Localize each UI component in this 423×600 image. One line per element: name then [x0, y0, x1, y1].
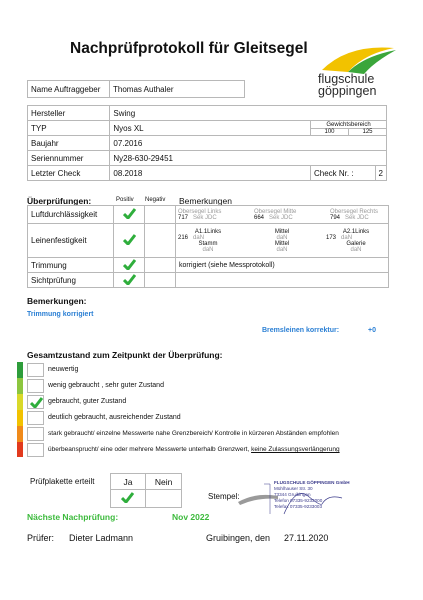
zustand-checkbox-4[interactable] — [27, 427, 44, 441]
leinen-a1l-value: 216 — [178, 234, 189, 241]
stamp-line5: Telefax 07335-9233003 — [274, 503, 323, 509]
zustand-bar-2 — [17, 394, 23, 410]
luft-positiv — [114, 206, 145, 224]
trimmung-negativ — [145, 258, 176, 273]
stamp-line3: 73344 Gruibingen — [274, 491, 311, 497]
luft-mitte-value: 664 — [254, 214, 265, 221]
pruefungen-table — [27, 205, 389, 288]
trimmung-positiv — [114, 258, 145, 273]
leinen-positiv — [114, 224, 145, 258]
checknr-label: Check Nr. : — [311, 166, 376, 181]
stamp-line1: FLUGSCHULE GÖPPINGEN GmbH — [274, 480, 350, 485]
check-label: Letzter Check — [28, 166, 110, 181]
page-title: Nachprüfprotokoll für Gleitsegel — [70, 40, 308, 57]
check-icon — [30, 397, 43, 408]
plakette-label: Prüfplakette erteilt — [30, 476, 95, 486]
brems-value: +0 — [368, 327, 376, 334]
leinen-stamm-label: Stamm — [198, 240, 218, 247]
naechste-value: Nov 2022 — [172, 512, 210, 522]
check-icon — [121, 492, 134, 503]
luft-links-unit: Sek JDC — [193, 214, 217, 221]
trimmung-label: Trimmung — [28, 258, 114, 273]
plakette-table — [27, 473, 182, 508]
leinen-a1r-label: A2.1Links — [342, 228, 370, 235]
zustand-option-2: gebraucht, guter Zustand — [48, 398, 127, 405]
luft-mitte-unit: Sek JDC — [269, 214, 293, 221]
auftraggeber-value: Thomas Authaler — [110, 81, 245, 98]
zustand-bar-3 — [17, 410, 23, 426]
pruefer-name: Dieter Ladmann — [69, 533, 134, 543]
pruefungen-header: Überprüfungen: — [27, 196, 92, 206]
geraet-table — [27, 105, 387, 181]
check-icon — [123, 274, 136, 285]
hersteller-label: Hersteller — [28, 106, 110, 121]
gewichtsbereich-label: Gewichtsbereich — [326, 121, 371, 128]
zustand-bar-5 — [17, 442, 23, 457]
pruefer-label: Prüfer: — [27, 533, 55, 543]
leinen-mitte2-label: Mittel — [274, 240, 290, 247]
zustand-option-1: wenig gebraucht , sehr guter Zustand — [48, 382, 164, 389]
zustand-bar-4 — [17, 426, 23, 442]
zustand-checkbox-3[interactable] — [27, 411, 44, 425]
leinen-galerie-unit: daN — [350, 246, 362, 253]
gewicht-max: 125 — [349, 128, 386, 135]
luft-rechts-label: Obersegel Rechts — [330, 208, 379, 215]
check-value: 08.2018 — [110, 166, 311, 181]
leinen-mitte1-unit: daN — [276, 234, 288, 241]
zustand-bar-1 — [17, 378, 23, 394]
leinen-stamm-unit: daN — [202, 246, 214, 253]
plakette-ja-box[interactable] — [110, 490, 145, 508]
plakette-nein-box[interactable] — [146, 490, 182, 508]
positiv-header: Positiv — [116, 197, 134, 203]
zustand-option-5 — [48, 446, 340, 453]
stempel-label: Stempel: — [208, 492, 240, 501]
ort-label: Gruibingen, den — [206, 533, 271, 543]
leinen-galerie-label: Galerie — [346, 240, 366, 247]
logo-text-line2: göppingen — [318, 84, 377, 98]
luft-mitte-label: Obersegel Mitte — [254, 208, 297, 215]
leinen-a1l-unit: daN — [193, 234, 205, 241]
trimmung-note: korrigiert (siehe Messprotokoll) — [176, 258, 389, 273]
flugschule-logo — [318, 40, 398, 100]
leinen-a1r-unit: daN — [341, 234, 353, 241]
plakette-ja-label: Ja — [110, 474, 145, 490]
luft-rechts-unit: Sek JDC — [345, 214, 369, 221]
baujahr-label: Baujahr — [28, 136, 110, 151]
check-icon — [123, 208, 136, 219]
luft-links-label: Obersegel Links — [178, 208, 222, 215]
serien-value: Ny28-630-29451 — [110, 151, 387, 166]
zustand-bar-0 — [17, 362, 23, 378]
zustand-option-3: deutlich gebraucht, ausreichender Zustand — [48, 414, 181, 421]
auftraggeber-label: Name Auftraggeber — [28, 81, 110, 98]
hersteller-value: Swing — [110, 106, 387, 121]
auftraggeber-table — [27, 80, 245, 98]
bemerkungen-text: Trimmung korrigiert — [27, 311, 94, 318]
leinen-a1r-value: 173 — [326, 234, 337, 241]
luft-links-value: 717 — [178, 214, 189, 221]
plakette-nein-label: Nein — [146, 474, 182, 490]
leinen-mitte2-unit: daN — [276, 246, 288, 253]
serien-label: Seriennummer — [28, 151, 110, 166]
zustand-checkbox-5[interactable] — [27, 443, 44, 457]
typ-label: TYP — [28, 121, 110, 136]
brems-label: Bremsleinen korrektur: — [262, 327, 340, 334]
gesamtzustand-title: Gesamtzustand zum Zeitpunkt der Überprüfung: — [27, 350, 223, 360]
baujahr-value: 07.2016 — [110, 136, 387, 151]
luft-negativ — [145, 206, 176, 224]
checknr-value: 2 — [375, 166, 386, 181]
stamp-line2: Mühlhauser Str. 30 — [274, 485, 313, 491]
sicht-positiv — [114, 273, 145, 288]
stamp-line4: Telefon 07335-9233000 — [274, 497, 323, 503]
company-stamp — [236, 480, 376, 516]
bemerkungen-label: Bemerkungen: — [27, 296, 87, 306]
zustand-option-0: neuwertig — [48, 366, 79, 373]
negativ-header: Negativ — [145, 197, 166, 203]
leinen-negativ — [145, 224, 176, 258]
zustand-option-4: stark gebraucht/ einzelne Messwerte nahe Grenzbereich/ Kontrolle in kürzeren Abständen empfohlen — [48, 430, 339, 437]
sicht-note — [176, 273, 389, 288]
logo-text-line1: flugschule — [318, 72, 375, 86]
zustand-option-5b: keine Zulassungsverlängerung — [251, 446, 340, 453]
check-icon — [123, 234, 136, 245]
luft-rechts-value: 794 — [330, 214, 341, 221]
zustand-checkbox-1[interactable] — [27, 379, 44, 393]
luft-label: Luftdurchlässigkeit — [28, 206, 114, 224]
gewicht-min: 100 — [311, 128, 349, 135]
zustand-checkbox-2[interactable] — [27, 395, 44, 409]
bemerkungen-header: Bemerkungen — [179, 196, 232, 206]
zustand-option-5a: überbeansprucht/ eine oder mehrere Messwerte unterhalb Grenzwert, — [48, 446, 252, 453]
zustand-checkbox-0[interactable] — [27, 363, 44, 377]
sicht-label: Sichtprüfung — [28, 273, 114, 288]
leinen-label: Leinenfestigkeit — [28, 224, 114, 258]
leinen-a1l-label: A1.1Links — [194, 228, 222, 235]
datum-value: 27.11.2020 — [284, 533, 329, 543]
check-icon — [123, 259, 136, 270]
sicht-negativ — [145, 273, 176, 288]
leinen-mitte1-label: Mittel — [274, 228, 290, 235]
typ-value: Nyos XL — [110, 121, 311, 136]
naechste-label: Nächste Nachprüfung: — [27, 512, 119, 522]
signature-scribble — [236, 480, 376, 516]
